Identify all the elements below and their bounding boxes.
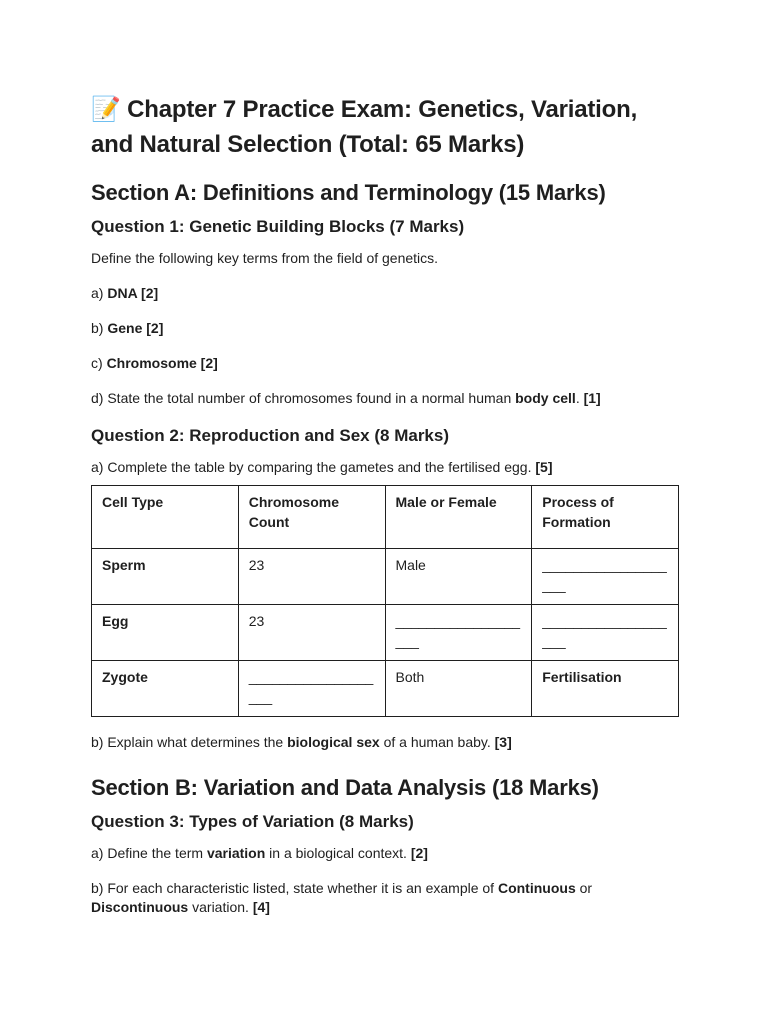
q1a-prefix: a)	[91, 285, 108, 301]
table-row	[92, 661, 679, 717]
table-cell: Sperm	[92, 549, 239, 605]
q1d-bold: body cell	[515, 390, 576, 406]
q3b-bold-discontinuous: Discontinuous	[91, 899, 189, 915]
memo-icon: 📝	[91, 95, 121, 123]
q3a-marks: [2]	[410, 845, 428, 861]
q2a-text: a) Complete the table by comparing the gametes and the fertilised egg.	[91, 459, 536, 475]
table-cell: Egg	[92, 605, 239, 661]
q1c-prefix: c)	[91, 355, 107, 371]
q1a-term: DNA [2]	[107, 285, 159, 301]
section-a-heading: Section A: Definitions and Terminology (15 Marks)	[91, 180, 606, 205]
table-cell: Zygote	[92, 661, 239, 717]
q1c-term: Chromosome [2]	[106, 355, 218, 371]
q3a-text: a) Define the term	[91, 845, 207, 861]
table-cell: 23	[238, 605, 385, 661]
q2b-bold: biological sex	[287, 734, 380, 750]
question-1c	[91, 354, 680, 373]
table-cell: Male	[385, 549, 532, 605]
q3b-text: b) For each characteristic listed, state whether it is an example of	[91, 880, 498, 896]
section-b-heading: Section B: Variation and Data Analysis (18 Marks)	[91, 775, 599, 800]
q1b-term: Gene [2]	[107, 320, 164, 336]
table-header: Chromosome Count	[238, 486, 385, 549]
q3b-end: variation.	[188, 899, 253, 915]
blank-line: ________________	[542, 557, 667, 573]
q2b-text: b) Explain what determines the	[91, 734, 288, 750]
table-cell: Fertilisation	[532, 661, 679, 717]
table-cell: Both	[385, 661, 532, 717]
table-header: Cell Type	[92, 486, 239, 549]
question-1a	[91, 284, 680, 303]
q3a-end: in a biological context.	[265, 845, 411, 861]
q3a-bold: variation	[206, 845, 266, 861]
blank-line: ________________	[542, 613, 667, 629]
question-3-heading: Question 3: Types of Variation (8 Marks)	[91, 812, 414, 831]
exam-title-line2: and Natural Selection (Total: 65 Marks)	[91, 131, 525, 158]
question-1-heading: Question 1: Genetic Building Blocks (7 Marks)	[91, 217, 465, 236]
exam-title-line1: Chapter 7 Practice Exam: Genetics, Variation,	[127, 96, 638, 123]
question-1b	[91, 319, 680, 338]
table-header: Male or Female	[385, 486, 532, 549]
question-3b	[91, 879, 680, 917]
table-cell-blank[interactable]	[532, 549, 679, 605]
table-cell-blank[interactable]	[532, 605, 679, 661]
table-header-row	[92, 486, 679, 549]
q1d-end: .	[575, 390, 584, 406]
gamete-comparison-table	[91, 485, 679, 717]
q3b-bold-continuous: Continuous	[497, 880, 576, 896]
q2a-marks: [5]	[535, 459, 553, 475]
question-1-intro: Define the following key terms from the field of genetics.	[91, 250, 439, 266]
q3b-marks: [4]	[252, 899, 270, 915]
exam-title	[91, 92, 680, 162]
question-1d	[91, 389, 680, 408]
q3b-mid: or	[575, 880, 593, 896]
question-2b	[91, 733, 680, 752]
table-cell: 23	[238, 549, 385, 605]
q1d-text: d) State the total number of chromosomes found in a normal human	[91, 390, 516, 406]
table-row	[92, 549, 679, 605]
blank-line-tail: ___	[395, 633, 419, 649]
q2b-end: of a human baby.	[379, 734, 495, 750]
question-2-heading: Question 2: Reproduction and Sex (8 Marks)	[91, 426, 450, 445]
q2b-marks: [3]	[494, 734, 512, 750]
blank-line-tail: ___	[542, 633, 566, 649]
table-cell-blank[interactable]	[238, 661, 385, 717]
q1d-marks: [1]	[583, 390, 601, 406]
q1b-prefix: b)	[91, 320, 108, 336]
table-header: Process of Formation	[532, 486, 679, 549]
blank-line: ________________	[248, 669, 374, 685]
question-2a	[91, 458, 680, 477]
table-cell-blank[interactable]	[385, 605, 532, 661]
blank-line-tail: ___	[542, 577, 566, 593]
question-3a	[91, 844, 680, 863]
blank-line-tail: ___	[248, 689, 273, 705]
table-row	[92, 605, 679, 661]
blank-line: ________________	[395, 613, 521, 629]
